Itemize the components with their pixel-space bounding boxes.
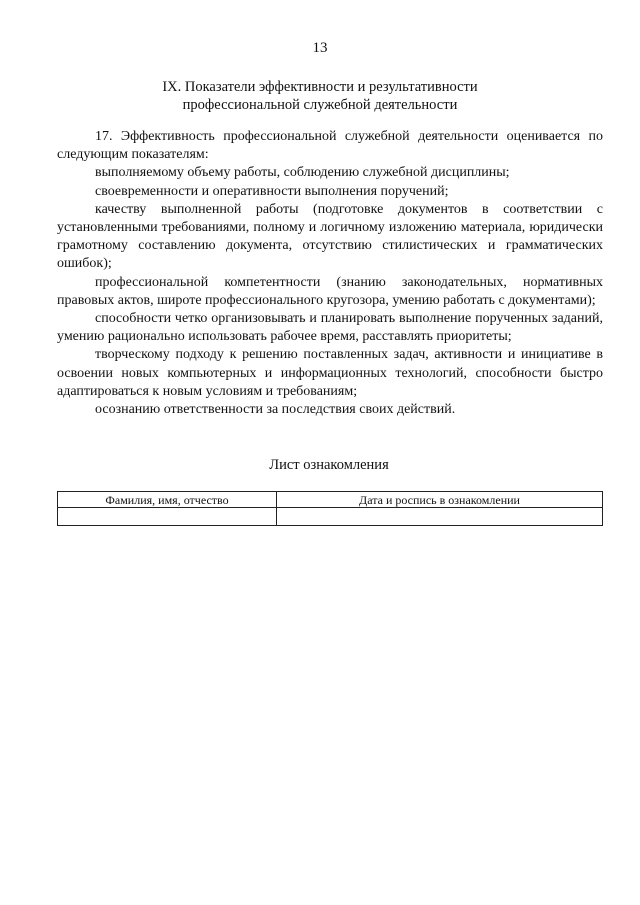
section-title-line-1: IX. Показатели эффективности и результативности: [162, 79, 478, 95]
paragraph-indicator: творческому подходу к решению поставленных задач, активности и инициативе в освоении новых компьютерных и информационных технологий, способности быстро адаптироваться к новым условиям и требованиям;: [57, 347, 603, 399]
paragraph-intro: 17. Эффективность профессиональной служебной деятельности оценивается по следующим показателям:: [57, 129, 603, 163]
paragraph-indicator: качеству выполненной работы (подготовке документов в соответствии с установленными требованиями, полному и логичному изложению материала, юридически грамотному составлению документа, отсутствию стилистических и грамматических ошибок);: [57, 201, 603, 272]
paragraph-indicator: своевременности и оперативности выполнения поручений;: [95, 183, 449, 199]
table-row: [58, 508, 603, 526]
section-heading: [0, 78, 640, 114]
paragraph-indicator: профессиональной компетентности (знанию законодательных, нормативных правовых актов, широте профессионального кругозора, умению работать с документами);: [57, 274, 603, 308]
name-cell[interactable]: [58, 508, 277, 526]
column-header-name: Фамилия, имя, отчество: [58, 492, 277, 508]
paragraph-indicator: способности четко организовывать и планировать выполнение порученных заданий, умению рационально использовать рабочее время, расставлять приоритеты;: [57, 311, 603, 345]
paragraph-indicator: выполняемому объему работы, соблюдению служебной дисциплины;: [95, 165, 510, 181]
table-header-row: [58, 492, 603, 508]
acknowledgement-title: Лист ознакомления: [269, 457, 389, 473]
page-number: 13: [312, 40, 328, 56]
body-text: [57, 128, 603, 419]
signature-cell[interactable]: [277, 508, 603, 526]
acknowledgement-table: [57, 491, 603, 526]
column-header-signature: Дата и роспись в ознакомлении: [277, 492, 603, 508]
paragraph-indicator: осознанию ответственности за последствия своих действий.: [95, 402, 456, 418]
section-title-line-2: профессиональной служебной деятельности: [182, 97, 458, 113]
